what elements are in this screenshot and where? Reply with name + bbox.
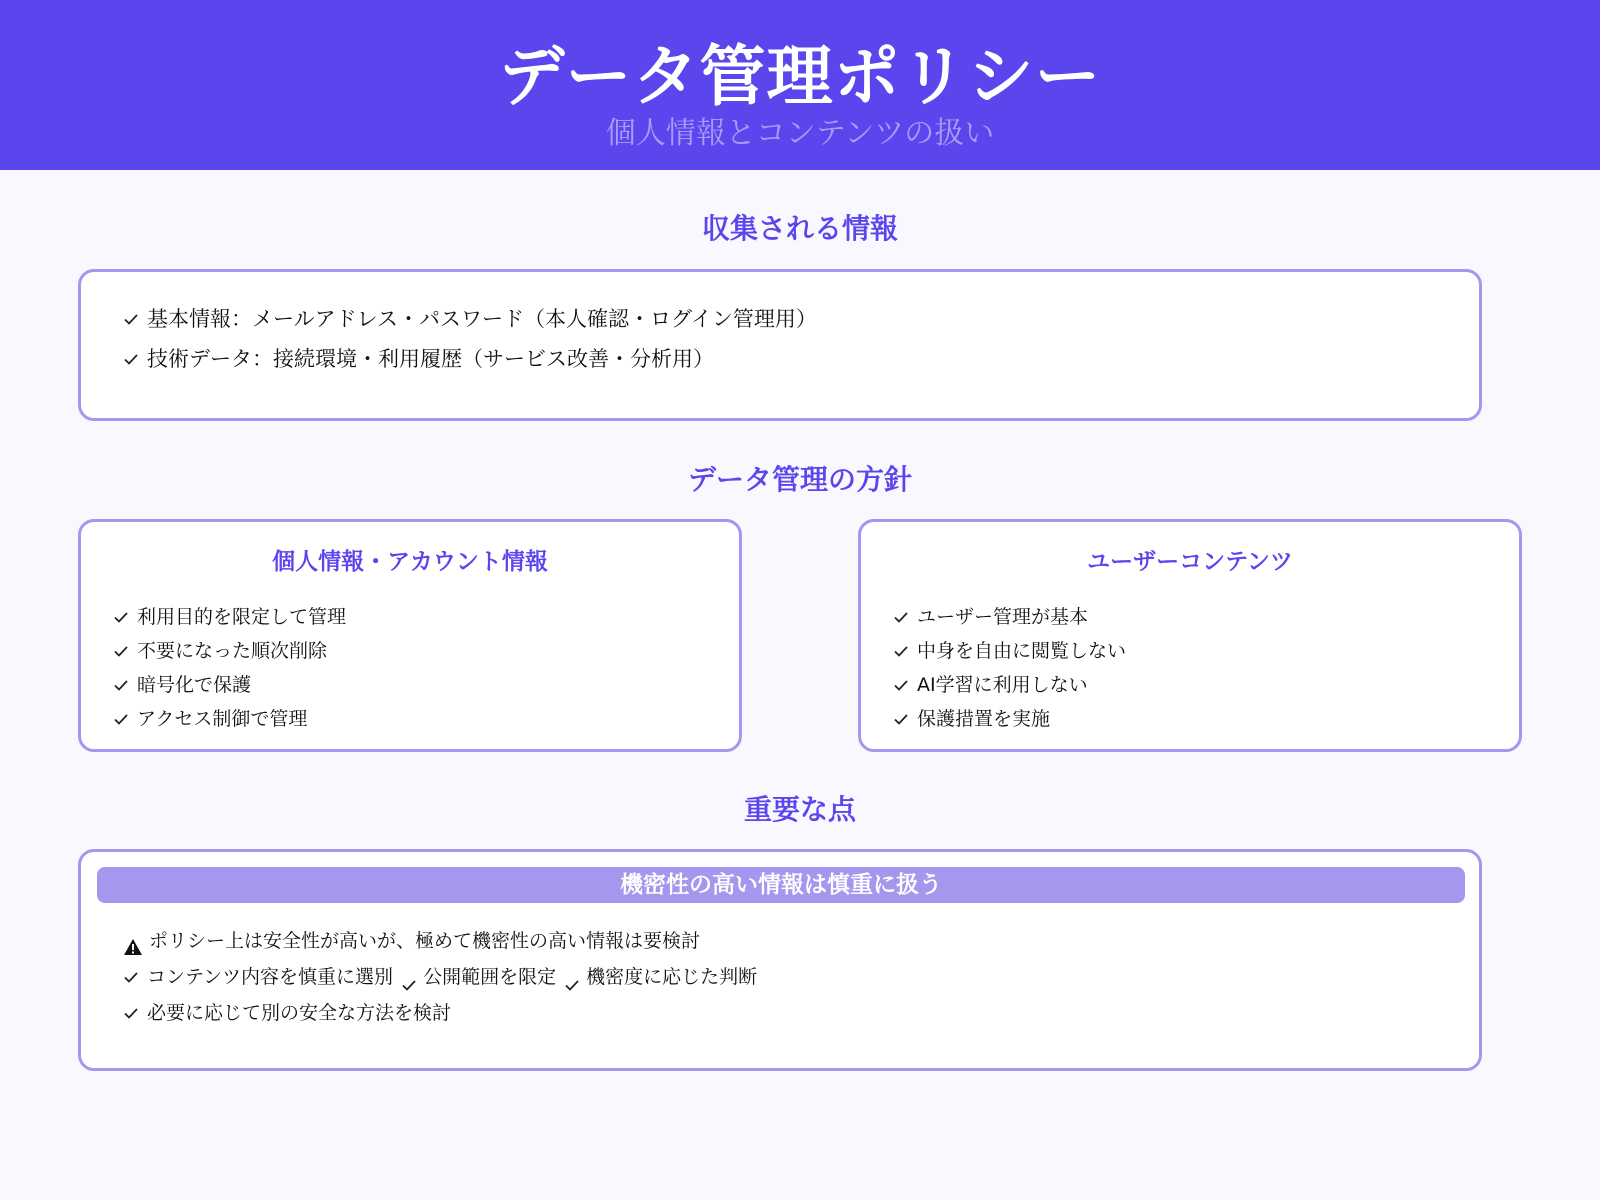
list-item: [113, 702, 346, 736]
list-item: [893, 634, 1126, 668]
check-icon: [123, 351, 139, 367]
list-item-text: 必要に応じて別の安全な方法を検討: [147, 1002, 452, 1024]
list-item: [893, 702, 1126, 736]
check-icon: [113, 677, 129, 693]
list-item-text: 中身を自由に閲覧しない: [917, 640, 1127, 662]
important-card: [78, 849, 1482, 1071]
check-icon: [113, 643, 129, 659]
section-heading-collected: 収集される情報: [701, 212, 898, 245]
personal-info-list: [113, 600, 346, 736]
warning-item: [123, 923, 757, 959]
check-icon: [123, 311, 139, 327]
check-icon: [564, 969, 580, 985]
header-banner: [0, 0, 1600, 170]
personal-info-card: [78, 519, 742, 752]
page-subtitle: 個人情報とコンテンツの扱い: [605, 116, 995, 151]
check-icon: [123, 1005, 139, 1021]
check-icon: [123, 969, 139, 985]
section-heading-important: 重要な点: [743, 793, 856, 826]
card-title-content: ユーザーコンテンツ: [1087, 549, 1293, 575]
list-item-text: 不要になった順次削除: [137, 640, 328, 662]
list-item-text: 利用目的を限定して管理: [137, 606, 347, 628]
list-item: [893, 600, 1126, 634]
check-icon: [113, 609, 129, 625]
list-item-text: 暗号化で保護: [137, 674, 252, 696]
list-item-text: アクセス制御で管理: [137, 708, 308, 730]
warning-icon: [123, 932, 143, 950]
check-icon: [893, 609, 909, 625]
list-item: [113, 634, 346, 668]
user-content-card: [858, 519, 1522, 752]
collected-info-card: [78, 269, 1482, 421]
list-item-text: AI学習に利用しない: [917, 674, 1088, 696]
collected-info-list: [123, 299, 817, 379]
important-banner: 機密性の高い情報は慎重に扱う: [97, 867, 1465, 903]
list-item: [113, 668, 346, 702]
check-icon: [401, 969, 417, 985]
list-item: [123, 959, 757, 995]
list-item: [893, 668, 1126, 702]
user-content-list: [893, 600, 1126, 736]
check-icon: [893, 643, 909, 659]
check-icon: [893, 711, 909, 727]
list-item-text: コンテンツ内容を慎重に選別: [147, 966, 394, 988]
list-item: [123, 339, 817, 379]
list-item-text: 機密度に応じた判断: [586, 966, 758, 988]
warning-text: ポリシー上は安全性が高いが、極めて機密性の高い情報は要検討: [149, 930, 701, 952]
important-list: [123, 923, 757, 1031]
check-icon: [893, 677, 909, 693]
list-item-text: 保護措置を実施: [917, 708, 1051, 730]
list-item-text: ユーザー管理が基本: [917, 606, 1089, 628]
card-title-personal: 個人情報・アカウント情報: [272, 549, 548, 575]
list-item-text: 基本情報：メールアドレス・パスワード（本人確認・ログイン管理用）: [147, 307, 817, 331]
section-heading-policy: データ管理の方針: [687, 463, 912, 496]
check-icon: [113, 711, 129, 727]
list-item-text: 技術データ：接続環境・利用履歴（サービス改善・分析用）: [147, 347, 714, 371]
page-title: データ管理ポリシー: [498, 38, 1102, 115]
list-item: [123, 995, 757, 1031]
list-item-text: 公開範囲を限定: [423, 966, 557, 988]
list-item: [113, 600, 346, 634]
list-item: [123, 299, 817, 339]
